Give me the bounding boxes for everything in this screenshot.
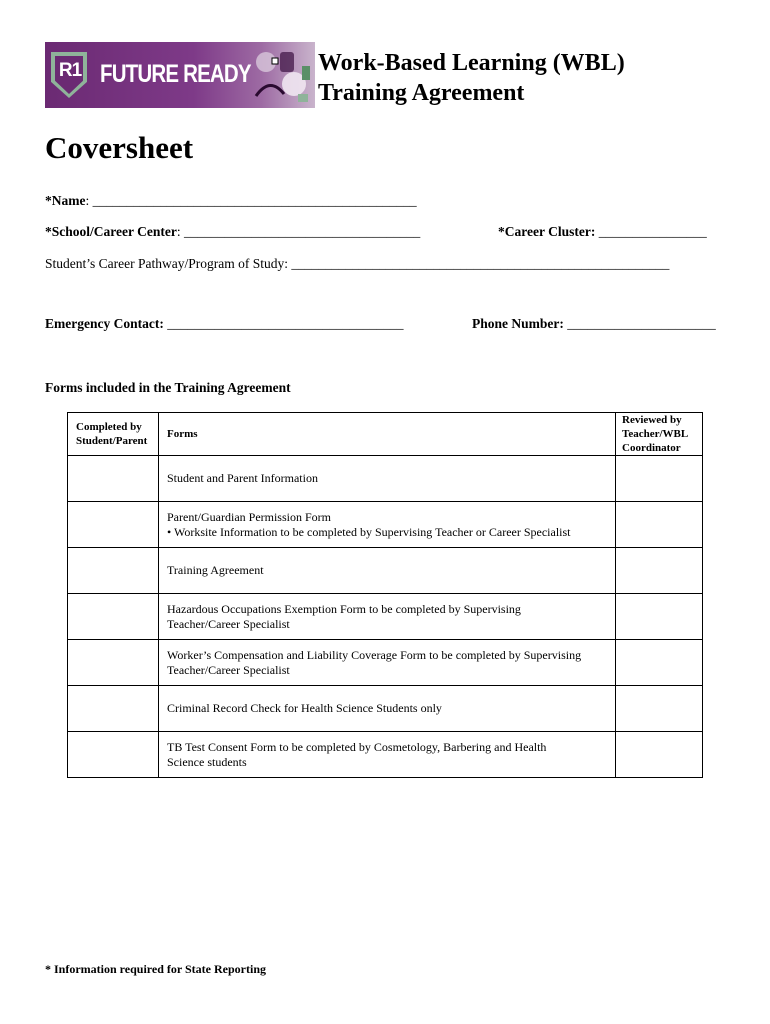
reviewed-checkbox-cell[interactable] xyxy=(616,640,703,686)
pathway-label: Student’s Career Pathway/Program of Study: xyxy=(45,256,288,271)
form-name-cell xyxy=(159,502,616,548)
form-line-2: Science students xyxy=(167,754,247,769)
completed-checkbox-cell[interactable] xyxy=(68,640,159,686)
form-line-1: Training Agreement xyxy=(167,563,264,577)
forms-section-title: Forms included in the Training Agreement xyxy=(45,380,291,395)
table-header-row xyxy=(68,413,703,456)
table-row xyxy=(68,732,703,778)
form-line-2: Teacher/Career Specialist xyxy=(167,662,290,677)
name-field[interactable] xyxy=(45,193,417,209)
form-line-1: TB Test Consent Form to be completed by Cosmetology, Barbering and Health xyxy=(167,739,547,754)
title-line-2: Training Agreement xyxy=(318,80,525,106)
form-name-cell xyxy=(159,640,616,686)
title-line-1: Work-Based Learning (WBL) xyxy=(318,50,625,76)
phone-label: Phone Number: xyxy=(472,316,564,331)
school-label: *School/Career Center xyxy=(45,224,177,239)
pathway-blank[interactable]: ________________________________________________________ xyxy=(291,256,670,271)
logo-mark: R1 xyxy=(58,60,82,81)
reviewed-checkbox-cell[interactable] xyxy=(616,502,703,548)
name-colon: : xyxy=(85,193,90,208)
reviewed-checkbox-cell[interactable] xyxy=(616,686,703,732)
completed-checkbox-cell[interactable] xyxy=(68,548,159,594)
future-ready-logo xyxy=(45,42,315,108)
forms-table xyxy=(67,412,703,778)
school-field[interactable] xyxy=(45,224,420,240)
header-reviewed: Reviewed by Teacher/WBL Coordinator xyxy=(616,413,703,456)
emergency-blank[interactable]: ___________________________________ xyxy=(167,316,404,331)
form-name-cell xyxy=(159,732,616,778)
form-name-cell xyxy=(159,594,616,640)
table-row xyxy=(68,456,703,502)
form-line-1: Criminal Record Check for Health Science Students only xyxy=(167,701,442,715)
form-line-1: Worker’s Compensation and Liability Coverage Form to be completed by Supervising xyxy=(167,647,582,662)
page-heading: Coversheet xyxy=(45,130,194,165)
completed-checkbox-cell[interactable] xyxy=(68,502,159,548)
form-name-cell xyxy=(159,548,616,594)
table-row xyxy=(68,548,703,594)
table-row xyxy=(68,640,703,686)
phone-blank[interactable]: ______________________ xyxy=(567,316,716,331)
table-row xyxy=(68,594,703,640)
reviewed-checkbox-cell[interactable] xyxy=(616,548,703,594)
emergency-contact-field[interactable] xyxy=(45,316,403,332)
form-name-cell xyxy=(159,686,616,732)
form-name-cell xyxy=(159,456,616,502)
cluster-blank[interactable]: ________________ xyxy=(598,224,707,239)
cluster-label: *Career Cluster: xyxy=(498,224,596,239)
footer-note: * Information required for State Reporting xyxy=(45,962,266,976)
form-line-2: • Worksite Information to be completed by Supervising Teacher or Career Specialist xyxy=(167,524,571,539)
form-line-2: Teacher/Career Specialist xyxy=(167,616,290,631)
emergency-label: Emergency Contact: xyxy=(45,316,164,331)
document-title xyxy=(318,48,625,108)
logo-text: FUTURE READY xyxy=(100,60,251,88)
school-blank[interactable]: ___________________________________ xyxy=(183,224,421,239)
header-completed: Completed by Student/Parent xyxy=(68,413,159,456)
reviewed-checkbox-cell[interactable] xyxy=(616,594,703,640)
completed-checkbox-cell[interactable] xyxy=(68,686,159,732)
form-line-1: Student and Parent Information xyxy=(167,471,318,485)
completed-checkbox-cell[interactable] xyxy=(68,456,159,502)
header-forms: Forms xyxy=(159,413,616,456)
table-row xyxy=(68,502,703,548)
career-cluster-field[interactable] xyxy=(498,224,707,240)
phone-number-field[interactable] xyxy=(472,316,716,332)
completed-checkbox-cell[interactable] xyxy=(68,594,159,640)
school-colon: : xyxy=(176,224,181,239)
form-line-1: Parent/Guardian Permission Form xyxy=(167,509,331,524)
name-label: *Name xyxy=(45,193,86,208)
reviewed-checkbox-cell[interactable] xyxy=(616,732,703,778)
pathway-field[interactable] xyxy=(45,256,669,272)
form-line-1: Hazardous Occupations Exemption Form to be completed by Supervising xyxy=(167,601,521,616)
completed-checkbox-cell[interactable] xyxy=(68,732,159,778)
table-row xyxy=(68,686,703,732)
reviewed-checkbox-cell[interactable] xyxy=(616,456,703,502)
name-blank[interactable]: ________________________________________________ xyxy=(92,193,417,208)
collage-art-icon xyxy=(250,46,312,104)
